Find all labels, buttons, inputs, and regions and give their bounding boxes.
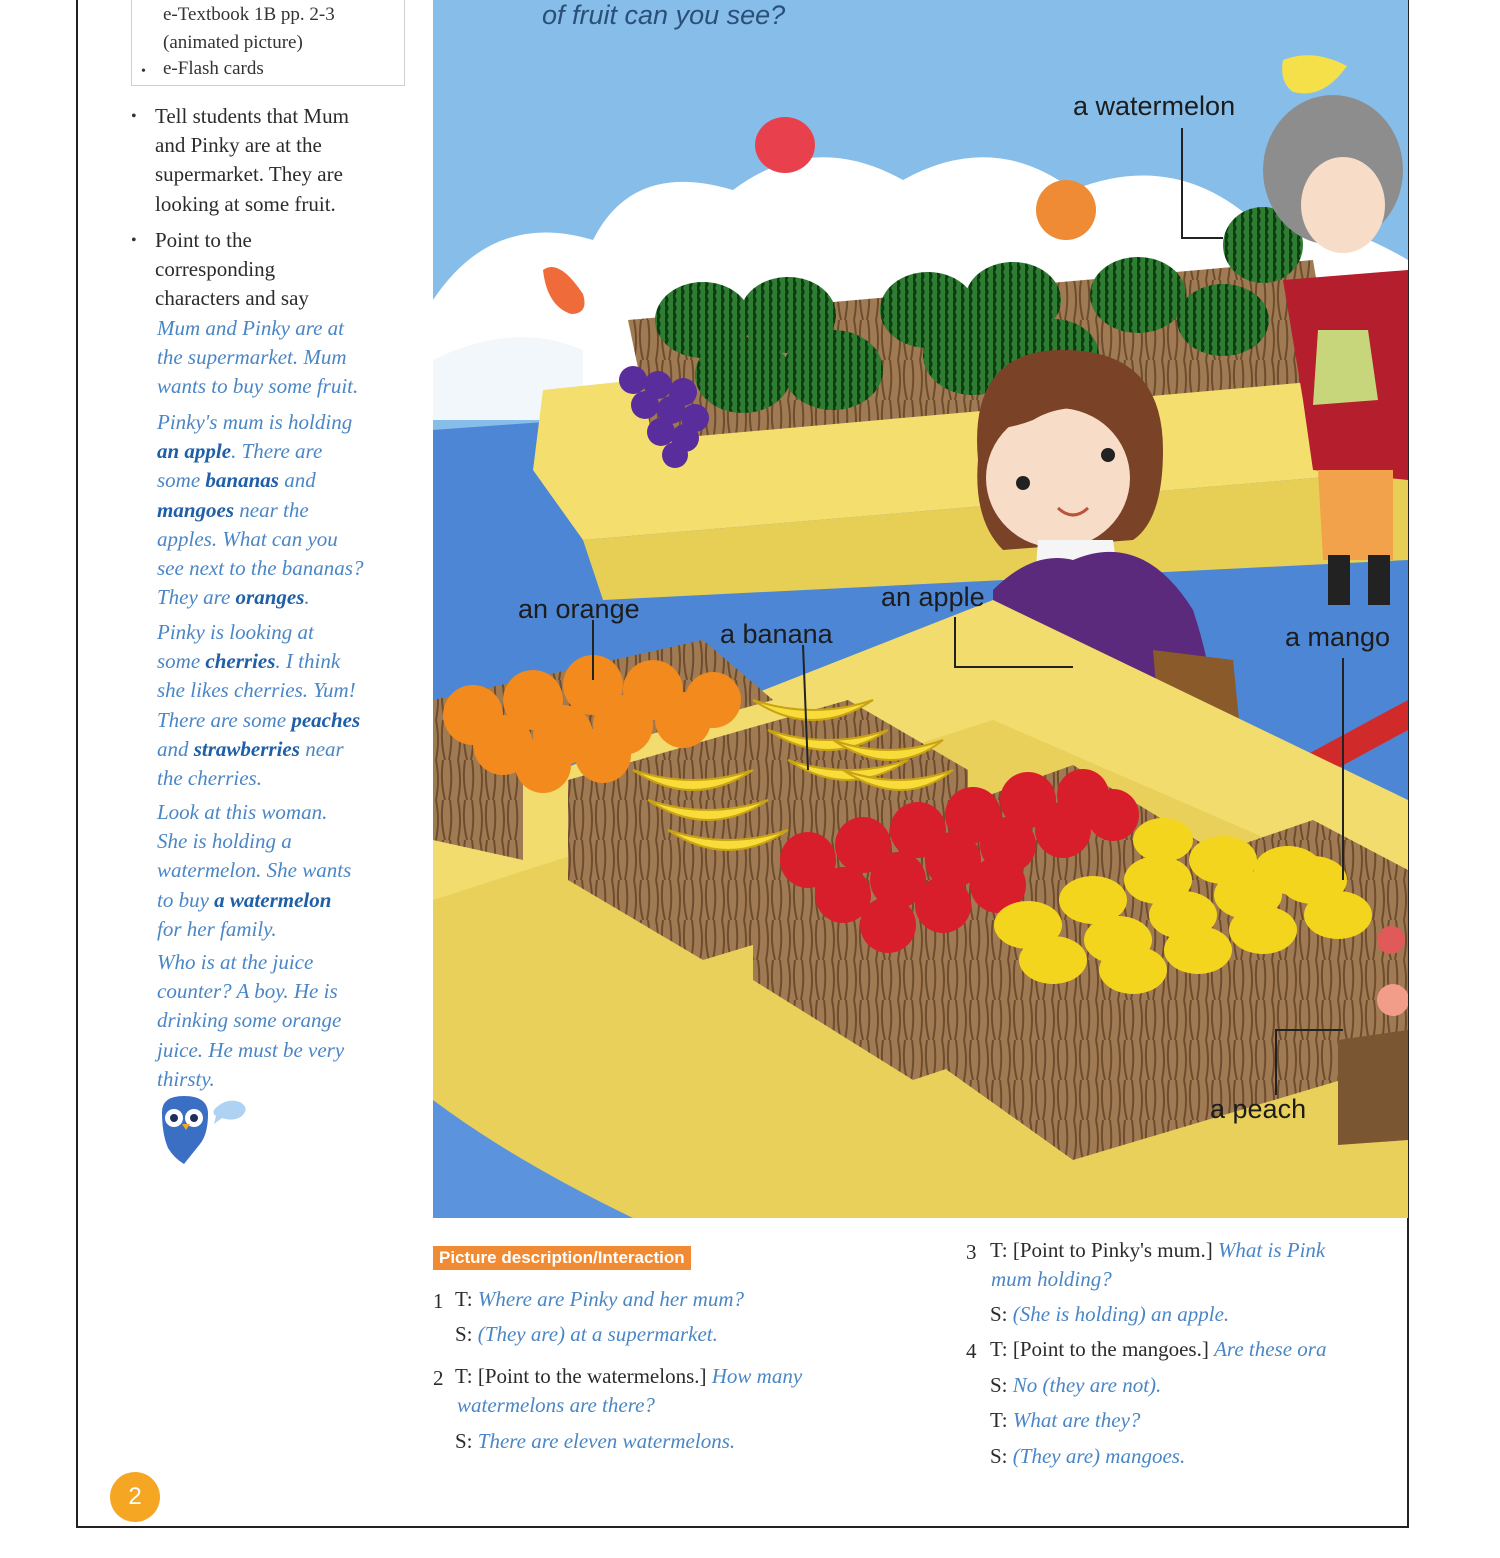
note-line: corresponding: [155, 257, 276, 282]
keyword: oranges: [235, 585, 305, 610]
keyword: cherries: [205, 649, 276, 674]
note-script-woman: [157, 798, 422, 944]
note-text: near the: [234, 497, 309, 522]
speaker-student: S:: [990, 1373, 1008, 1397]
keyword: an apple: [157, 439, 232, 464]
question-1: [455, 1287, 744, 1312]
question-4b: [990, 1408, 1140, 1433]
answer-text: (She is holding) an apple.: [1012, 1302, 1230, 1326]
keyword: peaches: [291, 707, 361, 732]
note-line: apples. What can you: [157, 526, 338, 551]
question-2-cont: [457, 1393, 655, 1418]
note-line: [157, 886, 422, 915]
note-line: watermelon. She wants: [157, 858, 352, 883]
note-line: Point to the: [155, 228, 252, 252]
question-2: [455, 1364, 802, 1389]
note-line: and Pinky are at the: [155, 133, 322, 158]
note-line: juice. He must be very: [157, 1037, 345, 1062]
owl-mascot-icon: [156, 1094, 252, 1166]
note-script-apple: [157, 408, 422, 612]
note-text: some: [157, 649, 206, 674]
answer-2: [455, 1429, 735, 1454]
question-number: 4: [966, 1339, 977, 1363]
note-line: wants to buy some fruit.: [157, 374, 359, 399]
answer-3: [990, 1302, 1229, 1327]
question-number: 2: [433, 1366, 444, 1390]
note-text: and: [157, 736, 194, 761]
note-script-supermarket: [157, 314, 422, 402]
question-text: Are these ora: [1214, 1337, 1327, 1361]
note-script-cherries: [157, 618, 422, 793]
note-text: to buy: [157, 887, 215, 912]
question-4: [990, 1337, 1408, 1362]
instruction-text: [Point to the watermelons.]: [477, 1364, 707, 1388]
note-line: Pinky is looking at: [157, 620, 314, 644]
answer-text: There are eleven watermelons.: [477, 1429, 736, 1453]
bullet-icon: •: [141, 64, 146, 79]
question-3: [990, 1238, 1408, 1263]
section-badge: Picture description/Interaction: [433, 1246, 691, 1270]
note-line: [157, 496, 422, 525]
note-line: [157, 735, 422, 764]
picture-question: of fruit can you see?: [542, 0, 786, 30]
note-line: She is holding a: [157, 829, 292, 854]
bullet-icon: •: [131, 232, 137, 249]
note-line: Mum and Pinky are at: [157, 316, 345, 340]
question-text: What are they?: [1012, 1408, 1141, 1432]
resource-etextbook[interactable]: e-Textbook 1B pp. 2-3: [163, 4, 335, 25]
note-line: thirsty.: [157, 1066, 215, 1091]
note-line: [157, 647, 422, 676]
label-apple[interactable]: an apple: [881, 582, 985, 612]
speaker-student: S:: [455, 1322, 473, 1346]
label-watermelon[interactable]: a watermelon: [1073, 91, 1236, 121]
speaker-teacher: T:: [455, 1364, 473, 1388]
speaker-teacher: T:: [990, 1337, 1008, 1361]
note-line: she likes cherries. Yum!: [157, 678, 356, 703]
answer-4b: [990, 1444, 1185, 1469]
note-line: Who is at the juice: [157, 950, 314, 974]
question-text: watermelons are there?: [457, 1393, 655, 1417]
note-script-juice: [157, 948, 422, 1094]
instruction-text: [Point to the mangoes.]: [1012, 1337, 1209, 1361]
answer-text: No (they are not).: [1012, 1373, 1162, 1397]
instruction-text: [Point to Pinky's mum.]: [1012, 1238, 1213, 1262]
note-line: supermarket. They are: [155, 162, 343, 187]
answer-text: (They are) at a supermarket.: [477, 1322, 718, 1346]
note-intro: [155, 102, 420, 219]
label-orange[interactable]: an orange: [518, 594, 640, 624]
keyword: a watermelon: [214, 887, 332, 912]
question-text: How many: [711, 1364, 803, 1388]
note-line: Tell students that Mum: [155, 104, 349, 128]
keyword: bananas: [205, 468, 279, 493]
speaker-teacher: T:: [455, 1287, 473, 1311]
label-mango[interactable]: a mango: [1285, 622, 1391, 652]
question-text: Where are Pinky and her mum?: [477, 1287, 744, 1311]
note-text: some: [157, 468, 206, 493]
answer-text: (They are) mangoes.: [1012, 1444, 1186, 1468]
note-line: Pinky's mum is holding: [157, 410, 353, 434]
speaker-teacher: T:: [990, 1238, 1008, 1262]
resource-animated-picture: (animated picture): [163, 32, 303, 53]
note-line: see next to the bananas?: [157, 556, 364, 581]
note-line: Look at this woman.: [157, 800, 328, 824]
note-line: [157, 706, 422, 735]
note-line: [157, 583, 422, 612]
note-text: There are some: [157, 707, 292, 732]
note-line: the supermarket. Mum: [157, 345, 347, 370]
answer-1: [455, 1322, 718, 1347]
question-text: What is Pink: [1217, 1238, 1326, 1262]
speaker-student: S:: [990, 1302, 1008, 1326]
label-banana[interactable]: a banana: [720, 619, 833, 649]
keyword: strawberries: [193, 736, 300, 761]
question-number: 3: [966, 1240, 977, 1264]
note-text: and: [278, 468, 316, 493]
note-line: [157, 466, 422, 495]
bullet-icon: •: [131, 108, 137, 125]
note-line: [157, 437, 422, 466]
note-point: [155, 226, 420, 314]
note-line: characters and say: [155, 286, 309, 311]
note-line: drinking some orange: [157, 1008, 342, 1033]
note-line: the cherries.: [157, 766, 262, 791]
note-text: .: [304, 585, 310, 610]
question-number: 1: [433, 1289, 444, 1313]
question-text: mum holding?: [991, 1267, 1112, 1291]
label-peach[interactable]: a peach: [1210, 1094, 1307, 1124]
speaker-student: S:: [455, 1429, 473, 1453]
note-line: counter? A boy. He is: [157, 979, 338, 1004]
note-text: They are: [157, 585, 236, 610]
answer-4: [990, 1373, 1161, 1398]
page-number-badge: 2: [110, 1472, 160, 1522]
keyword: mangoes: [157, 497, 235, 522]
speaker-teacher: T:: [990, 1408, 1008, 1432]
note-text: near: [299, 736, 344, 761]
question-3-cont: [991, 1267, 1112, 1292]
note-line: looking at some fruit.: [155, 191, 336, 216]
note-text: . There are: [231, 439, 323, 464]
note-line: for her family.: [157, 916, 277, 941]
resource-eflash-cards[interactable]: e-Flash cards: [163, 58, 264, 79]
speaker-student: S:: [990, 1444, 1008, 1468]
note-text: . I think: [275, 649, 341, 674]
